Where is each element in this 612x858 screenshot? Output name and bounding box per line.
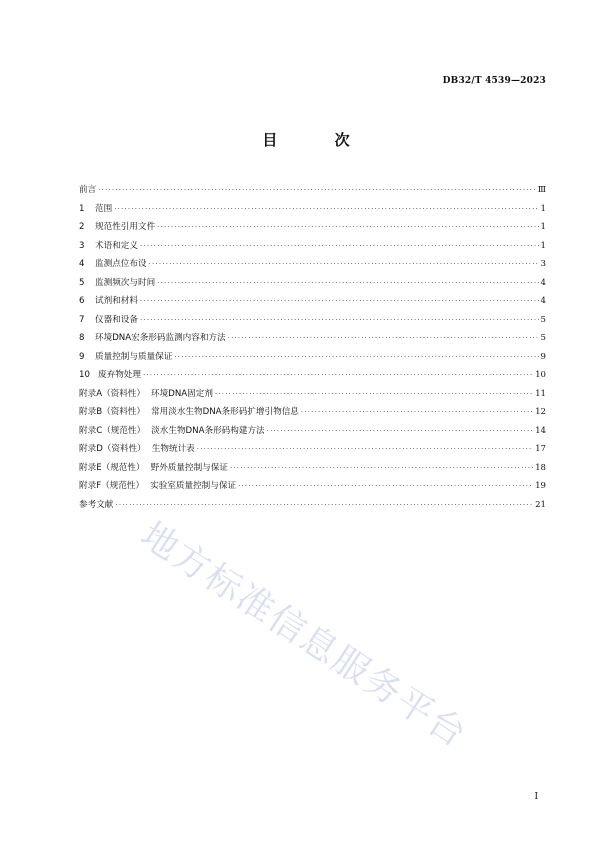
- toc-entry-6[interactable]: [79, 292, 546, 311]
- toc-label: 环境DNA固定剂: [151, 388, 213, 399]
- toc-label: 仪器和设备: [95, 314, 138, 325]
- toc-page: 21: [535, 499, 546, 510]
- toc-page: 1: [540, 240, 546, 251]
- toc-entry-appendix-e[interactable]: [79, 459, 546, 478]
- toc-entry-7[interactable]: [79, 311, 546, 330]
- toc-leader-dots: [140, 237, 539, 256]
- toc-number: 附录D（资料性）: [79, 444, 146, 454]
- toc-leader-dots: [301, 403, 533, 422]
- toc-entry-3[interactable]: [79, 237, 546, 256]
- toc-entry-5[interactable]: [79, 274, 546, 293]
- toc-number: 6: [79, 296, 85, 306]
- toc-label: 范围: [95, 203, 113, 214]
- toc-entry-appendix-a[interactable]: [79, 385, 546, 404]
- toc-label: 监测频次与时间: [95, 277, 156, 288]
- page-number: I: [534, 792, 538, 802]
- toc-number: 2: [79, 222, 85, 232]
- toc-leader-dots: [197, 440, 533, 459]
- toc-number: 7: [79, 314, 85, 325]
- toc-label: 淡水生物DNA条形码构建方法: [151, 425, 265, 436]
- toc-leader-dots: [114, 200, 538, 219]
- toc-leader-dots: [157, 274, 538, 293]
- toc-entry-9[interactable]: [79, 348, 546, 367]
- toc-label: 监测点位布设: [95, 259, 147, 269]
- toc-entry-1[interactable]: [79, 200, 546, 219]
- toc-page: 1: [540, 203, 546, 214]
- toc-label: 废弃物处理: [98, 370, 141, 380]
- toc-leader-dots: [140, 292, 539, 311]
- toc-entry-appendix-b[interactable]: [79, 403, 546, 422]
- watermark: 地方标准信息服务平台: [133, 514, 475, 757]
- toc-label: 实验室质量控制与保证: [150, 481, 237, 491]
- toc-leader-dots: [230, 459, 533, 478]
- toc-page: 9: [540, 351, 546, 362]
- toc-leader-dots: [174, 348, 538, 367]
- toc-page: 14: [535, 425, 546, 436]
- toc-number: 附录A（资料性）: [79, 388, 146, 399]
- toc-page: Ⅲ: [537, 185, 546, 195]
- toc-page: 4: [540, 277, 546, 288]
- toc-label: 环境DNA宏条形码监测内容和方法: [95, 333, 226, 343]
- toc-page: 17: [535, 444, 546, 454]
- toc-entry-references[interactable]: [79, 496, 546, 515]
- toc-page: 4: [540, 296, 546, 306]
- toc-leader-dots: [98, 181, 536, 200]
- toc-page: 10: [535, 370, 546, 380]
- toc-page: 11: [535, 388, 546, 399]
- toc-entry-appendix-d[interactable]: [79, 440, 546, 459]
- toc-entry-appendix-f[interactable]: [79, 477, 546, 496]
- page-title: 目 次: [262, 131, 376, 149]
- toc-label: 常用淡水生物DNA条形码扩增引物信息: [151, 407, 299, 417]
- toc-leader-dots: [238, 477, 533, 496]
- toc-entry-10[interactable]: [79, 366, 546, 385]
- toc-label: 前言: [79, 185, 97, 195]
- toc-entry-foreword[interactable]: [79, 181, 546, 200]
- toc-number: 附录E（规范性）: [79, 462, 145, 473]
- toc-number: 附录C（规范性）: [79, 425, 146, 436]
- table-of-contents: [79, 181, 546, 514]
- toc-leader-dots: [143, 366, 533, 385]
- toc-label: 生物统计表: [151, 444, 195, 454]
- toc-leader-dots: [228, 329, 539, 348]
- toc-page: 12: [535, 407, 546, 417]
- toc-number: 8: [79, 333, 85, 343]
- toc-page: 18: [535, 462, 546, 473]
- toc-entry-4[interactable]: [79, 255, 546, 274]
- toc-label: 试剂和材料: [95, 296, 138, 306]
- toc-page: 5: [540, 333, 546, 343]
- toc-label: 参考文献: [79, 499, 114, 510]
- toc-page: 5: [540, 314, 546, 325]
- toc-label: 规范性引用文件: [95, 222, 156, 232]
- toc-number: 3: [79, 240, 85, 251]
- toc-page: 19: [535, 481, 546, 491]
- toc-leader-dots: [267, 422, 533, 441]
- toc-leader-dots: [115, 496, 533, 515]
- toc-leader-dots: [157, 218, 538, 237]
- toc-label: 术语和定义: [95, 240, 138, 251]
- toc-label: 野外质量控制与保证: [150, 462, 228, 473]
- toc-page: 3: [540, 259, 546, 269]
- toc-number: 4: [79, 259, 85, 269]
- toc-page: 1: [540, 222, 546, 232]
- toc-number: 1: [79, 203, 85, 214]
- toc-number: 9: [79, 351, 85, 362]
- toc-number: 附录F（规范性）: [79, 481, 145, 491]
- toc-leader-dots: [140, 311, 539, 330]
- toc-entry-8[interactable]: [79, 329, 546, 348]
- toc-number: 5: [79, 277, 85, 288]
- toc-entry-appendix-c[interactable]: [79, 422, 546, 441]
- toc-leader-dots: [215, 385, 533, 404]
- toc-entry-2[interactable]: [79, 218, 546, 237]
- toc-number: 10: [79, 370, 90, 380]
- toc-leader-dots: [149, 255, 539, 274]
- toc-number: 附录B（资料性）: [79, 407, 146, 417]
- toc-label: 质量控制与质量保证: [95, 351, 173, 362]
- standard-code: DB32/T 4539—2023: [442, 76, 546, 86]
